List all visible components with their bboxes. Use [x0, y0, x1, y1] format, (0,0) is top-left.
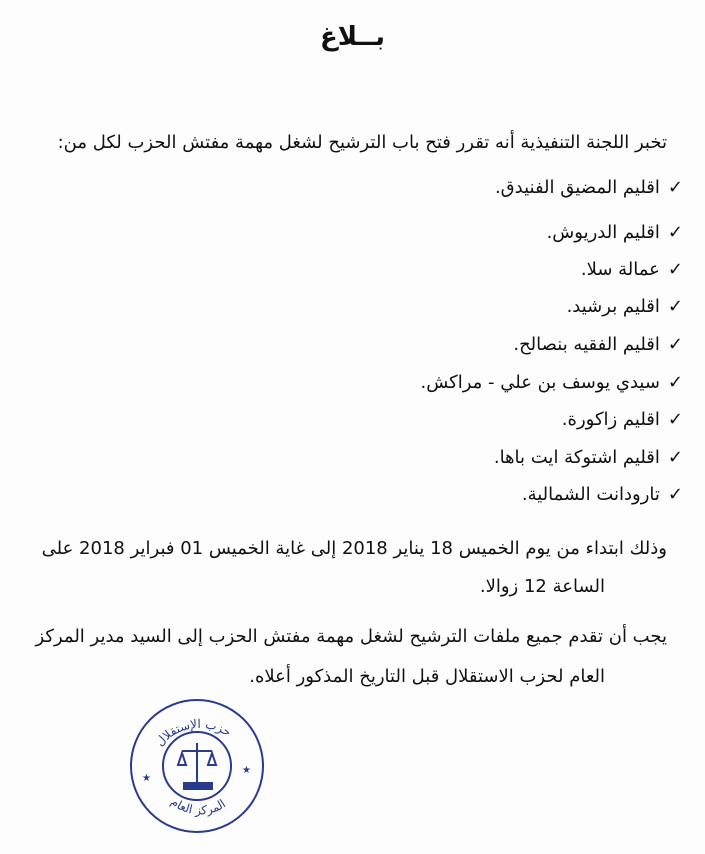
list-item-label: اقليم اشتوكة ايت باها.	[493, 447, 660, 468]
check-icon: ✓	[667, 447, 683, 468]
list-item	[522, 483, 683, 507]
list-item	[494, 446, 683, 470]
svg-text:حزب الإستقلال: حزب الإستقلال	[152, 716, 234, 749]
svg-text:★: ★	[142, 773, 151, 784]
check-icon: ✓	[667, 409, 683, 430]
list-item	[513, 333, 683, 357]
check-icon: ✓	[667, 222, 683, 243]
list-item-label: سيدي يوسف بن علي - مراكش.	[420, 372, 660, 393]
check-icon: ✓	[667, 334, 683, 355]
list-item-label: اقليم الدريوش.	[546, 222, 660, 243]
list-item	[567, 295, 683, 319]
party-stamp	[128, 695, 266, 837]
check-icon: ✓	[667, 259, 683, 280]
list-item-label: عمالة سلا.	[580, 259, 660, 280]
check-icon: ✓	[667, 484, 683, 505]
svg-text:المركز العام: المركز العام	[168, 794, 229, 818]
list-item-label: اقليم برشيد.	[566, 296, 660, 317]
list-item	[547, 221, 683, 245]
list-item	[562, 408, 683, 432]
paragraph1-line2: الساعة 12 زوالا.	[479, 576, 605, 597]
paragraph2-line1: يجب أن تقدم جميع ملفات الترشيح لشغل مهمة مفتش الحزب إلى السيد مدير المركز	[35, 626, 667, 647]
list-item	[581, 258, 683, 282]
check-icon: ✓	[667, 177, 683, 198]
list-item-label: اقليم المضيق الفنيدق.	[494, 177, 660, 198]
list-item-label: اقليم الفقيه بنصالح.	[513, 334, 660, 355]
svg-text:★: ★	[242, 765, 251, 776]
paragraph1-line1: وذلك ابتداء من يوم الخميس 18 يناير 2018 إلى غاية الخميس 01 فبراير 2018 على	[41, 538, 667, 559]
scales-icon	[178, 743, 216, 789]
document-title: بــلاغ	[319, 22, 386, 52]
check-icon: ✓	[667, 296, 683, 317]
list-item-label: اقليم زاكورة.	[561, 409, 660, 430]
paragraph2-line2: العام لحزب الاستقلال قبل التاريخ المذكور أعلاه.	[249, 666, 605, 687]
list-item	[421, 371, 684, 395]
list-item	[495, 176, 683, 200]
list-item-label: تارودانت الشمالية.	[521, 484, 660, 505]
check-icon: ✓	[667, 372, 683, 393]
intro-text: تخبر اللجنة التنفيذية أنه تقرر فتح باب الترشيح لشغل مهمة مفتش الحزب لكل من:	[57, 132, 667, 153]
